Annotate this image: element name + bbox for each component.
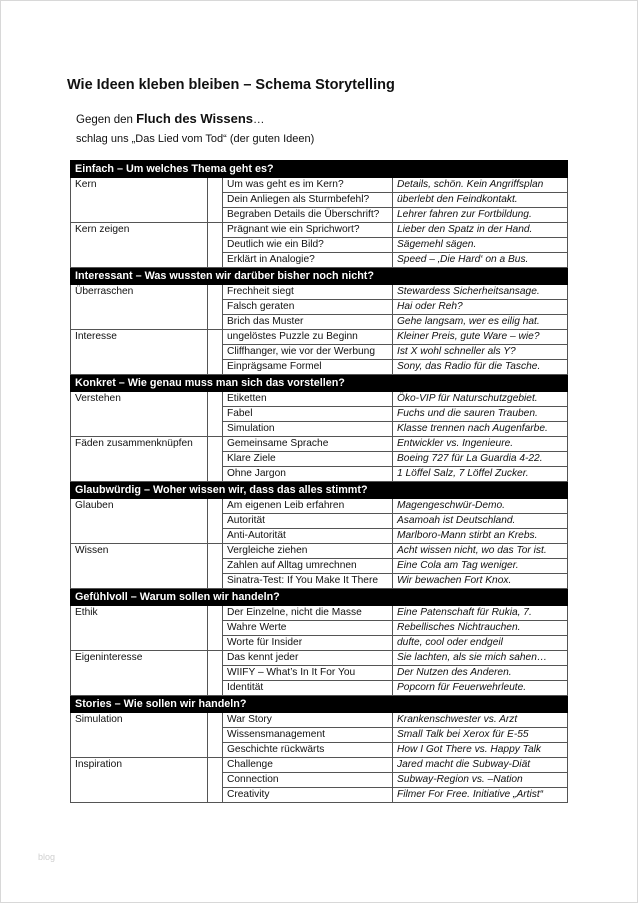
example-cell: Popcorn für Feuerwehrleute.	[393, 681, 568, 696]
category-cell: Überraschen	[71, 285, 208, 330]
technique-cell: Gemeinsame Sprache	[223, 437, 393, 452]
category-cell: Fäden zusammenknüpfen	[71, 437, 208, 482]
example-cell: überlebt den Feindkontakt.	[393, 193, 568, 208]
spacer-cell	[208, 422, 223, 437]
spacer-cell	[208, 223, 223, 238]
category-cell: Verstehen	[71, 392, 208, 437]
table-row	[71, 713, 568, 728]
category-cell: Interesse	[71, 330, 208, 375]
spacer-cell	[208, 330, 223, 345]
table-row	[71, 499, 568, 514]
schema-table	[70, 160, 568, 803]
technique-cell: Wahre Werte	[223, 621, 393, 636]
technique-cell: Wissensmanagement	[223, 728, 393, 743]
spacer-cell	[208, 559, 223, 574]
spacer-cell	[208, 285, 223, 300]
section-header: Stories – Wie sollen wir handeln?	[71, 696, 568, 713]
example-cell: Kleiner Preis, gute Ware – wie?	[393, 330, 568, 345]
example-cell: Öko-VIP für Naturschutzgebiet.	[393, 392, 568, 407]
technique-cell: Das kennt jeder	[223, 651, 393, 666]
example-cell: Sägemehl sägen.	[393, 238, 568, 253]
category-cell: Glauben	[71, 499, 208, 544]
section-header: Glaubwürdig – Woher wissen wir, dass das alles stimmt?	[71, 482, 568, 499]
example-cell: Eine Cola am Tag weniger.	[393, 559, 568, 574]
example-cell: Eine Patenschaft für Rukia, 7.	[393, 606, 568, 621]
spacer-cell	[208, 713, 223, 728]
technique-cell: Deutlich wie ein Bild?	[223, 238, 393, 253]
technique-cell: Fabel	[223, 407, 393, 422]
technique-cell: Zahlen auf Alltag umrechnen	[223, 559, 393, 574]
technique-cell: Etiketten	[223, 392, 393, 407]
category-cell: Simulation	[71, 713, 208, 758]
example-cell: Asamoah ist Deutschland.	[393, 514, 568, 529]
table-row	[71, 651, 568, 666]
section-header: Einfach – Um welches Thema geht es?	[71, 161, 568, 178]
section-header-row	[71, 161, 568, 178]
spacer-cell	[208, 407, 223, 422]
technique-cell: Worte für Insider	[223, 636, 393, 651]
section-header-row	[71, 589, 568, 606]
example-cell: Small Talk bei Xerox für E-55	[393, 728, 568, 743]
spacer-cell	[208, 606, 223, 621]
spacer-cell	[208, 636, 223, 651]
example-cell: Subway-Region vs. –Nation	[393, 773, 568, 788]
table-row	[71, 392, 568, 407]
example-cell: Entwickler vs. Ingenieure.	[393, 437, 568, 452]
technique-cell: Sinatra-Test: If You Make It There	[223, 574, 393, 589]
example-cell: Krankenschwester vs. Arzt	[393, 713, 568, 728]
example-cell: How I Got There vs. Happy Talk	[393, 743, 568, 758]
spacer-cell	[208, 651, 223, 666]
section-header: Interessant – Was wussten wir darüber bisher noch nicht?	[71, 268, 568, 285]
technique-cell: ungelöstes Puzzle zu Beginn	[223, 330, 393, 345]
spacer-cell	[208, 360, 223, 375]
spacer-cell	[208, 773, 223, 788]
spacer-cell	[208, 788, 223, 803]
example-cell: Lehrer fahren zur Fortbildung.	[393, 208, 568, 223]
spacer-cell	[208, 467, 223, 482]
technique-cell: Ohne Jargon	[223, 467, 393, 482]
spacer-cell	[208, 345, 223, 360]
technique-cell: Frechheit siegt	[223, 285, 393, 300]
example-cell: Stewardess Sicherheitsansage.	[393, 285, 568, 300]
technique-cell: Anti-Autorität	[223, 529, 393, 544]
category-cell: Ethik	[71, 606, 208, 651]
spacer-cell	[208, 758, 223, 773]
example-cell: 1 Löffel Salz, 7 Löffel Zucker.	[393, 467, 568, 482]
category-cell: Eigeninteresse	[71, 651, 208, 696]
technique-cell: Um was geht es im Kern?	[223, 178, 393, 193]
technique-cell: Autorität	[223, 514, 393, 529]
table-row	[71, 223, 568, 238]
page-title: Wie Ideen kleben bleiben – Schema Storytelling	[67, 77, 395, 93]
table-row	[71, 758, 568, 773]
spacer-cell	[208, 728, 223, 743]
example-cell: dufte, cool oder endgeil	[393, 636, 568, 651]
table-row	[71, 437, 568, 452]
example-cell: Details, schön. Kein Angriffsplan	[393, 178, 568, 193]
technique-cell: Challenge	[223, 758, 393, 773]
spacer-cell	[208, 666, 223, 681]
table-row	[71, 606, 568, 621]
technique-cell: Falsch geraten	[223, 300, 393, 315]
example-cell: Speed – ‚Die Hard‘ on a Bus.	[393, 253, 568, 268]
spacer-cell	[208, 193, 223, 208]
spacer-cell	[208, 452, 223, 467]
technique-cell: Prägnant wie ein Sprichwort?	[223, 223, 393, 238]
technique-cell: Klare Ziele	[223, 452, 393, 467]
section-header: Gefühlvoll – Warum sollen wir handeln?	[71, 589, 568, 606]
technique-cell: Brich das Muster	[223, 315, 393, 330]
technique-cell: Vergleiche ziehen	[223, 544, 393, 559]
example-cell: Acht wissen nicht, wo das Tor ist.	[393, 544, 568, 559]
example-cell: Der Nutzen des Anderen.	[393, 666, 568, 681]
technique-cell: Creativity	[223, 788, 393, 803]
spacer-cell	[208, 178, 223, 193]
example-cell: Sie lachten, als sie mich sahen…	[393, 651, 568, 666]
section-header-row	[71, 268, 568, 285]
spacer-cell	[208, 208, 223, 223]
spacer-cell	[208, 392, 223, 407]
intro-line-2: schlag uns „Das Lied vom Tod“ (der guten Ideen)	[76, 133, 315, 145]
example-cell: Filmer For Free. Initiative „Artist“	[393, 788, 568, 803]
technique-cell: Geschichte rückwärts	[223, 743, 393, 758]
intro-strong: Fluch des Wissens	[136, 111, 254, 126]
spacer-cell	[208, 681, 223, 696]
example-cell: Jared macht die Subway-Diät	[393, 758, 568, 773]
section-header-row	[71, 482, 568, 499]
category-cell: Kern	[71, 178, 208, 223]
table-row	[71, 330, 568, 345]
section-header-row	[71, 696, 568, 713]
spacer-cell	[208, 514, 223, 529]
intro-suffix: …	[253, 114, 265, 126]
technique-cell: War Story	[223, 713, 393, 728]
technique-cell: Einprägsame Formel	[223, 360, 393, 375]
spacer-cell	[208, 544, 223, 559]
intro-prefix: Gegen den	[76, 114, 137, 126]
example-cell: Magengeschwür-Demo.	[393, 499, 568, 514]
table-row	[71, 178, 568, 193]
spacer-cell	[208, 253, 223, 268]
technique-cell: Am eigenen Leib erfahren	[223, 499, 393, 514]
spacer-cell	[208, 499, 223, 514]
technique-cell: Begraben Details die Überschrift?	[223, 208, 393, 223]
category-cell: Kern zeigen	[71, 223, 208, 268]
technique-cell: Identität	[223, 681, 393, 696]
example-cell: Marlboro-Mann stirbt an Krebs.	[393, 529, 568, 544]
table-row	[71, 285, 568, 300]
spacer-cell	[208, 621, 223, 636]
spacer-cell	[208, 574, 223, 589]
technique-cell: Erklärt in Analogie?	[223, 253, 393, 268]
spacer-cell	[208, 529, 223, 544]
example-cell: Sony, das Radio für die Tasche.	[393, 360, 568, 375]
category-cell: Inspiration	[71, 758, 208, 803]
table-row	[71, 544, 568, 559]
technique-cell: Cliffhanger, wie vor der Werbung	[223, 345, 393, 360]
technique-cell: Dein Anliegen als Sturmbefehl?	[223, 193, 393, 208]
intro-line-1	[76, 111, 265, 126]
example-cell: Gehe langsam, wer es eilig hat.	[393, 315, 568, 330]
technique-cell: Connection	[223, 773, 393, 788]
section-header: Konkret – Wie genau muss man sich das vorstellen?	[71, 375, 568, 392]
spacer-cell	[208, 437, 223, 452]
spacer-cell	[208, 743, 223, 758]
spacer-cell	[208, 300, 223, 315]
spacer-cell	[208, 238, 223, 253]
technique-cell: Der Einzelne, nicht die Masse	[223, 606, 393, 621]
example-cell: Boeing 727 für La Guardia 4-22.	[393, 452, 568, 467]
example-cell: Rebellisches Nichtrauchen.	[393, 621, 568, 636]
category-cell: Wissen	[71, 544, 208, 589]
example-cell: Klasse trennen nach Augenfarbe.	[393, 422, 568, 437]
example-cell: Wir bewachen Fort Knox.	[393, 574, 568, 589]
technique-cell: WIIFY – What’s In It For You	[223, 666, 393, 681]
example-cell: Fuchs und die sauren Trauben.	[393, 407, 568, 422]
technique-cell: Simulation	[223, 422, 393, 437]
example-cell: Ist X wohl schneller als Y?	[393, 345, 568, 360]
section-header-row	[71, 375, 568, 392]
example-cell: Hai oder Reh?	[393, 300, 568, 315]
example-cell: Lieber den Spatz in der Hand.	[393, 223, 568, 238]
spacer-cell	[208, 315, 223, 330]
watermark: blog	[38, 852, 56, 862]
